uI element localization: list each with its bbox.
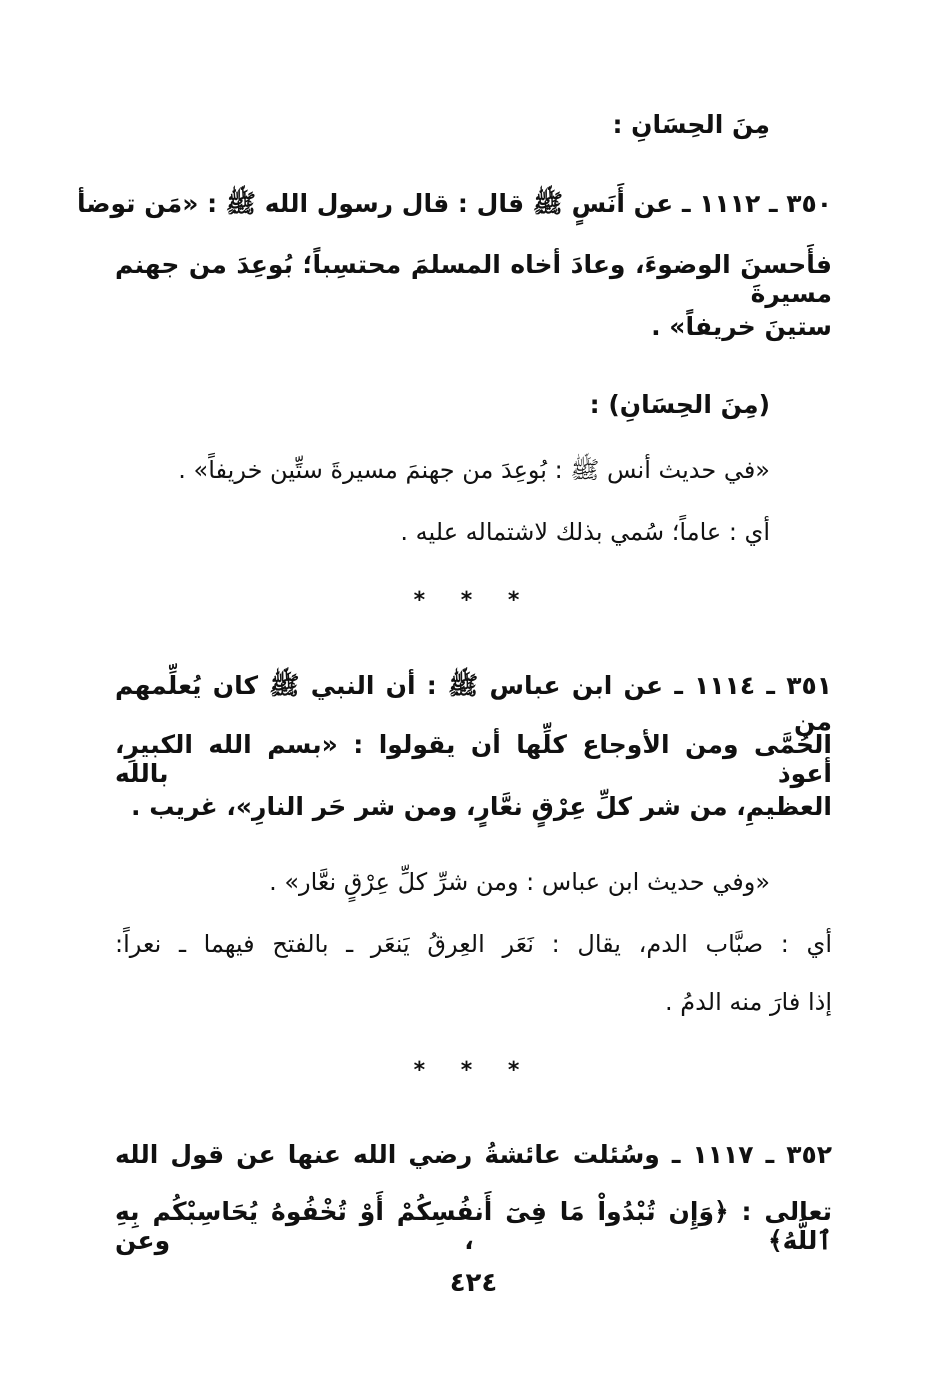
commentary-350-heading: (مِنَ الحِسَانِ) :	[589, 390, 770, 419]
hadith-351-line-1: ٣٥١ ـ ١١١٤ ـ عن ابن عباس ﷺ : أن النبي ﷺ كان يُعلِّمهم من	[115, 671, 832, 736]
page-number: ٤٢٤	[449, 1268, 498, 1298]
section-heading: مِنَ الحِسَانِ :	[612, 110, 770, 139]
hadith-350-line-3: ستينَ خريفاً» .	[651, 312, 832, 341]
section-separator: * * *	[413, 1058, 534, 1083]
hadith-352-line-2: تعالى : ﴿وَإِن تُبْدُواْ مَا فِىٓ أَنفُسِكُمْ أَوْ تُخْفُوهُ يُحَاسِبْكُم بِهِ ٱللَّهُ﴾ ، وعن	[115, 1197, 832, 1255]
section-separator: * * *	[413, 588, 534, 613]
commentary-350-explanation: أي : عاماً؛ سُمي بذلك لاشتماله عليه .	[400, 518, 770, 546]
commentary-350-quote: «في حديث أنس ﷺ : بُوعِدَ من جهنمَ مسيرةَ ستِّين خريفاً» .	[178, 456, 770, 484]
commentary-351-explanation-line-1: أي : صبَّاب الدم، يقال : نَعَر العِرقُ يَنعَر ـ بالفتح فيهما ـ نعراً:	[115, 930, 832, 958]
hadith-350-line-2: فأَحسنَ الوضوءَ، وعادَ أخاه المسلمَ محتسِباً؛ بُوعِدَ من جهنم مسيرةَ	[115, 250, 832, 308]
commentary-351-explanation-line-2: إذا فارَ منه الدمُ .	[665, 988, 832, 1016]
hadith-352-line-1: ٣٥٢ ـ ١١١٧ ـ وسُئلت عائشةُ رضي الله عنها عن قول الله	[115, 1140, 832, 1169]
commentary-351-quote: «وفي حديث ابن عباس : ومن شرِّ كلِّ عِرْقٍ نعَّار» .	[269, 868, 770, 896]
hadith-350-line-1: ٣٥٠ ـ ١١١٢ ـ عن أَنَسٍ ﷺ قال : قال رسول الله ﷺ : «مَن توضأ	[76, 189, 832, 218]
hadith-351-line-3: العظيمِ، من شر كلِّ عِرْقٍ نعَّارٍ، ومن شر حَر النارِ»، غريب .	[131, 792, 832, 821]
hadith-351-line-2: الحُمَّى ومن الأوجاع كلِّها أن يقولوا : «بسم الله الكبيرِ، أعوذ بالله	[115, 730, 832, 788]
